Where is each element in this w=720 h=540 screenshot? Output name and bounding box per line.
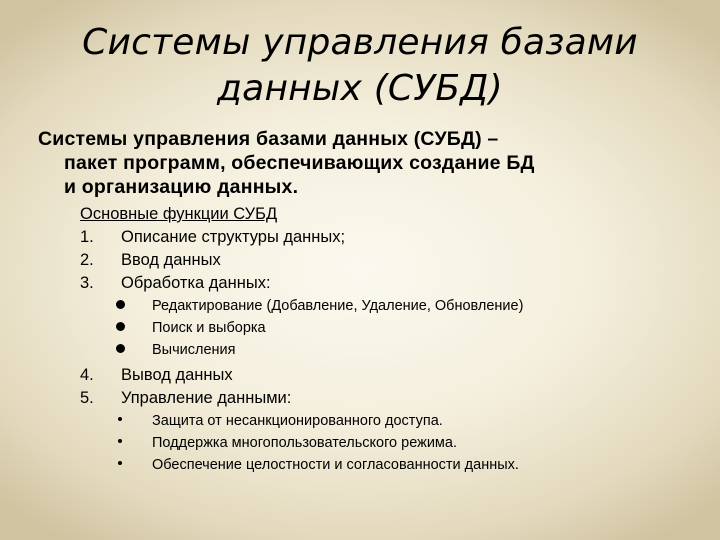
item-number: 3. (80, 274, 94, 292)
function-item-3 (80, 273, 271, 293)
item-label: Описание структуры данных; (121, 228, 346, 246)
definition-line-1: Системы управления базами данных (СУБД) – (38, 128, 499, 150)
item-number: 2. (80, 251, 94, 269)
function-item-1 (80, 227, 345, 247)
definition-line-2: пакет программ, обеспечивающих создание БД (64, 152, 535, 174)
functions-heading: Основные функции СУБД (80, 205, 278, 223)
item-number: 5. (80, 389, 94, 407)
processing-subitem-3 (116, 341, 235, 359)
title-line-2: данных (СУБД) (217, 68, 503, 109)
item-label: Обработка данных: (121, 274, 271, 292)
management-subitem-2 (116, 434, 457, 452)
item-label: Ввод данных (121, 251, 221, 269)
bullet-icon (118, 461, 122, 465)
title-line-1: Системы управления базами (82, 22, 638, 63)
bullet-icon (118, 417, 122, 421)
processing-subitem-1 (116, 297, 523, 315)
function-item-5 (80, 388, 291, 408)
definition-line-3: и организацию данных. (64, 176, 299, 198)
item-label: Вывод данных (121, 366, 233, 384)
bullet-icon (116, 300, 125, 309)
slide-title (0, 20, 720, 112)
item-number: 1. (80, 228, 94, 246)
item-label: Управление данными: (121, 389, 292, 407)
management-subitem-1 (116, 412, 443, 430)
bullet-icon (116, 344, 125, 353)
processing-subitem-2 (116, 319, 266, 337)
management-subitem-3 (116, 456, 519, 474)
definition-text (38, 127, 698, 199)
subitem-label: Защита от несанкционированного доступа. (152, 413, 443, 429)
subitem-label: Вычисления (152, 342, 236, 358)
subitem-label: Обеспечение целостности и согласованности данных. (152, 457, 519, 473)
bullet-icon (116, 322, 125, 331)
item-number: 4. (80, 366, 94, 384)
function-item-4 (80, 365, 233, 385)
function-item-2 (80, 250, 221, 270)
subitem-label: Редактирование (Добавление, Удаление, Обновление) (152, 298, 524, 314)
subitem-label: Поддержка многопользовательского режима. (152, 435, 457, 451)
bullet-icon (118, 439, 122, 443)
subitem-label: Поиск и выборка (152, 320, 266, 336)
